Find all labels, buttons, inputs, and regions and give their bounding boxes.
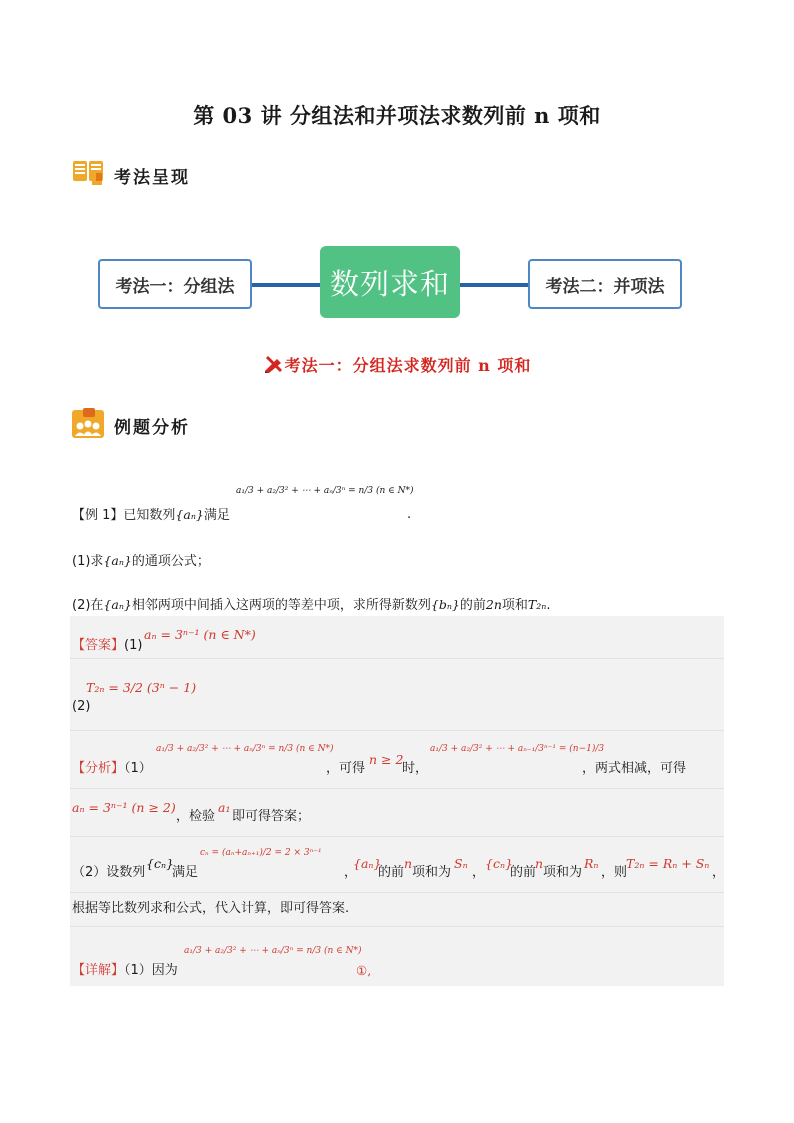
mindmap-connector-left	[250, 283, 322, 287]
section-header-methods	[72, 160, 190, 190]
page-title: 第 03 讲 分组法和并项法求数列前 n 项和	[193, 103, 601, 128]
q2-T: T₂ₙ	[527, 597, 547, 612]
divider	[70, 730, 724, 731]
q1-pre: (1)求	[72, 554, 104, 569]
question-1	[72, 552, 210, 571]
analysis-text-2: 时，	[402, 761, 429, 776]
example-satisfy: 满足	[203, 508, 230, 523]
q2-mid3: 项和	[501, 598, 528, 613]
analysis-part2: （2）设数列	[72, 865, 146, 880]
q2-pre: (2)在	[72, 598, 104, 613]
analysis-text-7: ，	[344, 865, 358, 880]
detail-line-1	[72, 962, 178, 980]
analysis-formula-12: n	[535, 856, 544, 871]
answer-part2-label: (2)	[72, 699, 91, 714]
analysis-text-9: 项和为	[412, 865, 452, 880]
analysis-formula-2: n ≥ 2	[369, 752, 404, 767]
answer-formula-1: aₙ = 3ⁿ⁻¹ (n ∈ N*)	[144, 627, 256, 642]
seq-a: {aₙ}	[175, 507, 204, 522]
pencil-icon	[263, 355, 285, 377]
analysis-text-6: 满足	[172, 865, 199, 880]
analysis-line-3: 根据等比数列求和公式，代入计算，即可得答案.	[72, 901, 350, 916]
analysis-formula-11: {cₙ}	[485, 856, 513, 871]
q2-mid: 相邻两项中间插入这两项的等差中项，求所得新数列	[131, 598, 431, 613]
divider	[70, 892, 724, 893]
mindmap-node-left: 考法一：分组法	[98, 259, 252, 309]
q2-2n: 2n	[485, 597, 502, 612]
mindmap-node-center: 数列求和	[320, 246, 460, 318]
people-icon	[72, 408, 104, 442]
analysis-formula-6: {cₙ}	[146, 856, 174, 871]
analysis-text-8: 的前	[378, 865, 405, 880]
analysis-formula-14: T₂ₙ = Rₙ + Sₙ	[626, 856, 710, 871]
section-title-methods: 考法呈现	[114, 167, 190, 188]
section-header-examples	[72, 410, 190, 440]
example-tag: 【例 1】	[72, 508, 124, 523]
answer-tag: 【答案】	[72, 638, 125, 653]
analysis-formula-10: Sₙ	[454, 856, 468, 871]
analysis-formula-1: a₁/3 + a₂/3² + ⋯ + aₙ/3ⁿ = n/3 (n ∈ N*)	[156, 744, 334, 754]
mindmap-node-right: 考法二：并项法	[528, 259, 682, 309]
method-one-heading	[0, 353, 794, 377]
analysis-formula-3: a₁/3 + a₂/3² + ⋯ + aₙ₋₁/3ⁿ⁻¹ = (n−1)/3	[430, 744, 605, 754]
question-2	[72, 596, 550, 615]
analysis-text-14: ，	[712, 865, 726, 880]
mindmap-connector-right	[458, 283, 530, 287]
q1-seq: {aₙ}	[103, 553, 132, 568]
q1-post: 的通项公式；	[131, 554, 210, 569]
q2-end: .	[546, 598, 551, 613]
q2-seq-b: {bₙ}	[430, 597, 460, 612]
detail-formula-1: a₁/3 + a₂/3² + ⋯ + aₙ/3ⁿ = n/3 (n ∈ N*)	[184, 946, 362, 956]
divider	[70, 836, 724, 837]
q2-mid2: 的前	[459, 598, 486, 613]
analysis-formula-7: cₙ = (aₙ+aₙ₊₁)/2 = 2 × 3ⁿ⁻¹	[200, 848, 322, 858]
analysis-text-12: 项和为	[543, 865, 583, 880]
analysis-line-1	[72, 760, 152, 778]
analysis-formula-5: a₁	[218, 800, 231, 815]
detail-tag: 【详解】	[72, 963, 125, 978]
analysis-tag: 【分析】	[72, 761, 125, 776]
example-intro: 已知数列	[123, 508, 176, 523]
analysis-formula-13: Rₙ	[584, 856, 599, 871]
example-condition: a₁/3 + a₂/3² + ⋯ + aₙ/3ⁿ = n/3 (n ∈ N*)	[236, 486, 414, 496]
answer-line-1	[72, 637, 142, 655]
analysis-part1: （1）	[124, 761, 152, 776]
detail-mark: ①,	[356, 963, 372, 978]
analysis-text-5: 即可得答案；	[232, 809, 311, 824]
divider	[70, 788, 724, 789]
example-end-dot: .	[407, 507, 412, 522]
example-line-1	[72, 506, 230, 525]
analysis-text-11: 的前	[510, 865, 537, 880]
method-one-title: 考法一：分组法求数列前 n 项和	[284, 356, 532, 375]
analysis-text-10: ，	[472, 865, 486, 880]
analysis-formula-8: {aₙ}	[353, 856, 382, 871]
q2-seq-a: {aₙ}	[103, 597, 132, 612]
book-icon	[72, 159, 104, 191]
analysis-text-13: ，则	[601, 865, 628, 880]
analysis-text-1: ，可得	[326, 761, 366, 776]
detail-part1: （1）因为	[124, 963, 178, 978]
analysis-formula-9: n	[404, 856, 413, 871]
answer-formula-2: T₂ₙ = 3/2 (3ⁿ − 1)	[86, 680, 197, 695]
answer-part1-label: (1)	[124, 638, 143, 653]
analysis-text-4: ，检验	[176, 809, 216, 824]
analysis-text-3: ，两式相减，可得	[582, 761, 687, 776]
divider	[70, 658, 724, 659]
divider	[70, 926, 724, 927]
section-title-examples: 例题分析	[114, 417, 190, 438]
analysis-formula-4: aₙ = 3ⁿ⁻¹ (n ≥ 2)	[72, 800, 176, 815]
